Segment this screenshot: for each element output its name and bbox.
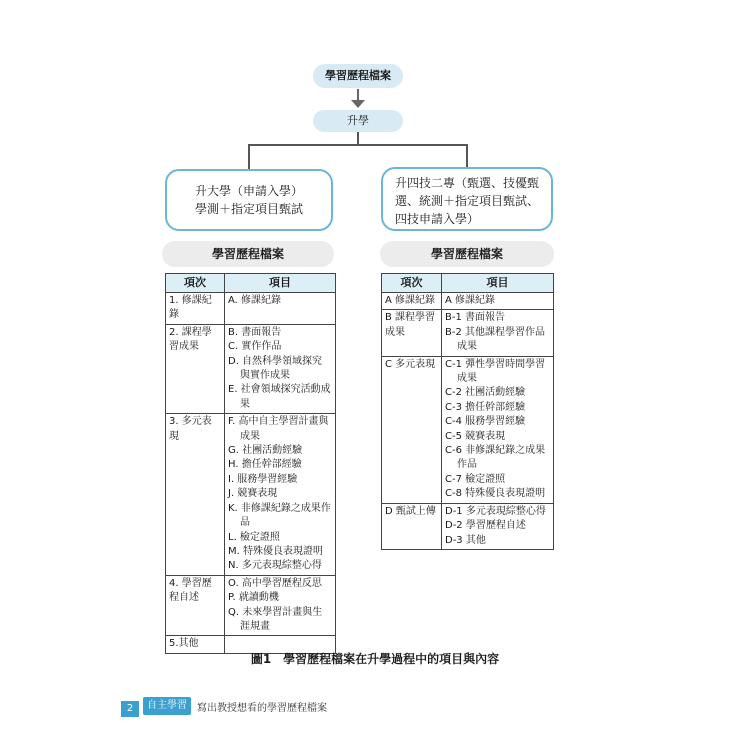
page-number: 2 bbox=[121, 701, 139, 717]
list-item: L. 檢定證照 bbox=[228, 531, 280, 543]
figure-caption-text: 學習歷程檔案在升學過程中的項目與內容 bbox=[283, 652, 500, 666]
row-category: D 甄試上傳 bbox=[382, 503, 442, 549]
right-section-title: 學習歷程檔案 bbox=[380, 241, 554, 267]
table-row bbox=[382, 293, 554, 310]
list-item: C-8 特殊優良表現證明 bbox=[445, 488, 546, 500]
connector-right-drop bbox=[466, 144, 468, 167]
row-category: 5.其他 bbox=[166, 636, 225, 653]
list-item: G. 社團活動經驗 bbox=[228, 445, 303, 457]
list-item: P. 就讀動機 bbox=[228, 592, 279, 604]
row-category: A 修課紀錄 bbox=[382, 293, 442, 310]
figure-caption bbox=[0, 650, 750, 667]
list-item: E. 社會領域探究活動成果 bbox=[228, 384, 331, 410]
technical-branch-box: 升四技二專（甄選、技優甄選、統測＋指定項目甄試、四技申請入學） bbox=[381, 167, 553, 231]
column-header-items: 項目 bbox=[442, 274, 554, 293]
column-header-index: 項次 bbox=[382, 274, 442, 293]
down-arrow-icon bbox=[351, 100, 365, 108]
university-branch-line1: 升大學（申請入學） bbox=[194, 184, 303, 198]
list-item: F. 高中自主學習計畫與成果 bbox=[228, 416, 329, 442]
list-item: D-3 其他 bbox=[445, 534, 486, 546]
list-item: C-4 服務學習經驗 bbox=[445, 416, 526, 428]
list-item: C-5 競賽表現 bbox=[445, 430, 506, 442]
list-item: M. 特殊優良表現證明 bbox=[228, 545, 323, 557]
list-item: D-2 學習歷程自述 bbox=[445, 520, 526, 532]
section-tag: 自主學習 bbox=[143, 697, 191, 715]
row-category: 2. 課程學習成果 bbox=[166, 324, 225, 413]
top-node: 學習歷程檔案 bbox=[313, 64, 403, 88]
list-item: K. 非修課紀錄之成果作品 bbox=[228, 502, 331, 529]
table-row bbox=[382, 503, 554, 549]
list-item: I. 服務學習經驗 bbox=[228, 473, 298, 485]
row-category: 1. 修課紀錄 bbox=[166, 293, 225, 325]
list-item: N. 多元表現綜整心得 bbox=[228, 560, 322, 572]
middle-node: 升學 bbox=[313, 110, 403, 132]
list-item: H. 擔任幹部經驗 bbox=[228, 459, 302, 471]
technical-items-table bbox=[381, 273, 554, 550]
list-item: B-1 書面報告 bbox=[445, 312, 506, 324]
list-item: Q. 未來學習計畫與生涯規畫 bbox=[228, 606, 323, 632]
list-item: O. 高中學習歷程反思 bbox=[228, 577, 322, 589]
left-section-title: 學習歷程檔案 bbox=[162, 241, 334, 267]
figure-label: 圖1 bbox=[250, 652, 272, 666]
list-item: J. 競賽表現 bbox=[228, 488, 278, 500]
list-item: D. 自然科學領域探究與實作成果 bbox=[228, 355, 323, 382]
connector-horizontal bbox=[248, 144, 468, 146]
list-item: B. 書面報告 bbox=[228, 326, 282, 338]
list-item: B-2 其他課程學習作品成果 bbox=[445, 326, 546, 353]
column-header-index: 項次 bbox=[166, 274, 225, 293]
connector-left-drop bbox=[248, 144, 250, 169]
university-branch-box bbox=[165, 169, 333, 231]
university-items-table bbox=[165, 273, 336, 654]
book-title: 寫出教授想看的學習歷程檔案 bbox=[197, 703, 327, 714]
table-row bbox=[166, 324, 336, 413]
list-item: A. 修課紀錄 bbox=[228, 295, 282, 306]
row-category: 3. 多元表現 bbox=[166, 414, 225, 575]
list-item: D-1 多元表現綜整心得 bbox=[445, 505, 546, 517]
list-item: C-1 彈性學習時間學習成果 bbox=[445, 358, 546, 385]
list-item: C. 實作作品 bbox=[228, 341, 282, 353]
table-row bbox=[166, 414, 336, 575]
list-item: C-7 檢定證照 bbox=[445, 473, 506, 485]
table-row bbox=[166, 575, 336, 636]
row-category: C 多元表現 bbox=[382, 356, 442, 503]
row-category: 4. 學習歷程自述 bbox=[166, 575, 225, 636]
table-row bbox=[382, 310, 554, 356]
list-item: C-6 非修課紀錄之成果作品 bbox=[445, 445, 546, 471]
university-branch-line2: 學測＋指定項目甄試 bbox=[194, 202, 303, 216]
list-item: A 修課紀錄 bbox=[445, 295, 496, 306]
list-item: C-3 擔任幹部經驗 bbox=[445, 401, 526, 413]
row-category: B 課程學習成果 bbox=[382, 310, 442, 356]
table-row bbox=[382, 356, 554, 503]
column-header-items: 項目 bbox=[225, 274, 336, 293]
table-row bbox=[166, 293, 336, 325]
list-item: C-2 社團活動經驗 bbox=[445, 387, 526, 399]
